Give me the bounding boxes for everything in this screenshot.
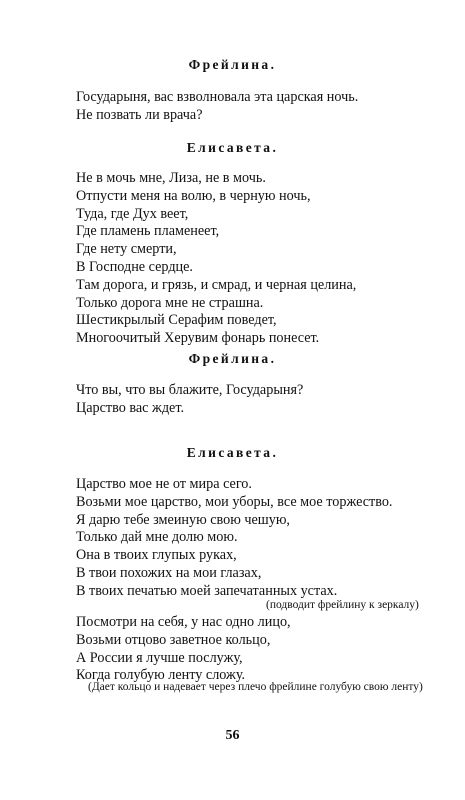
speaker-name: Елисавета. bbox=[186, 445, 279, 460]
verse-line: Не позвать ли врача? bbox=[76, 106, 203, 123]
verse-line: В твоих печатью моей запечатанных устах. bbox=[76, 582, 338, 599]
verse-line: Я дарю тебе змеиную свою чешую, bbox=[76, 511, 290, 528]
verse-line: Не в мочь мне, Лиза, не в мочь. bbox=[76, 170, 266, 186]
verse-line: Только дорога мне не страшна. bbox=[76, 294, 264, 311]
verse-line: Посмотри на себя, у нас одно лицо, bbox=[76, 614, 291, 630]
closing-stage-direction: (Дает кольцо и надевает через плечо фрейлине голубую свою ленту) bbox=[88, 681, 423, 693]
verse-line: Отпусти меня на волю, в черную ночь, bbox=[76, 187, 311, 204]
verse-line: Когда голубую ленту сложу. bbox=[76, 667, 246, 684]
verse-line: Где нету смерти, bbox=[76, 241, 177, 258]
speech-block bbox=[76, 476, 456, 601]
stage-direction: (подводит фрейлину к зеркалу) bbox=[266, 599, 419, 611]
speech-block-continuation bbox=[76, 614, 456, 685]
verse-line: Шестикрылый Серафим поведет, bbox=[76, 312, 277, 329]
verse-line: Она в твоих глупых руках, bbox=[76, 547, 237, 564]
page-number: 56 bbox=[225, 728, 240, 743]
verse-line: Только дай мне долю мою. bbox=[76, 529, 238, 546]
speech-block bbox=[76, 89, 456, 125]
verse-line: В Господне сердце. bbox=[76, 258, 193, 275]
speech-block bbox=[76, 170, 456, 348]
speaker-name: Елисавета. bbox=[186, 140, 279, 155]
verse-line: Туда, где Дух веет, bbox=[76, 205, 189, 222]
verse-line: Там дорога, и грязь, и смрад, и черная целина, bbox=[76, 276, 357, 293]
speech-block bbox=[76, 382, 456, 418]
verse-line: Где пламень пламенеет, bbox=[76, 223, 220, 240]
verse-line: Многоочитый Херувим фонарь понесет. bbox=[76, 330, 320, 347]
verse-line: Что вы, что вы блажите, Государыня? bbox=[76, 382, 304, 398]
verse-line: Возьми мое царство, мои уборы, все мое торжество. bbox=[76, 493, 393, 510]
verse-line: Возьми отцово заветное кольцо, bbox=[76, 631, 271, 648]
verse-line: А России я лучше послужу, bbox=[76, 649, 243, 666]
verse-line: Царство вас ждет. bbox=[76, 399, 185, 416]
verse-line: Государыня, вас взволновала эта царская ночь. bbox=[76, 89, 359, 105]
verse-line: В твои похожих на мои глазах, bbox=[76, 564, 262, 581]
verse-line: Царство мое не от мира сего. bbox=[76, 476, 252, 492]
speaker-name: Фрейлина. bbox=[188, 57, 277, 72]
speaker-name: Фрейлина. bbox=[188, 351, 277, 366]
